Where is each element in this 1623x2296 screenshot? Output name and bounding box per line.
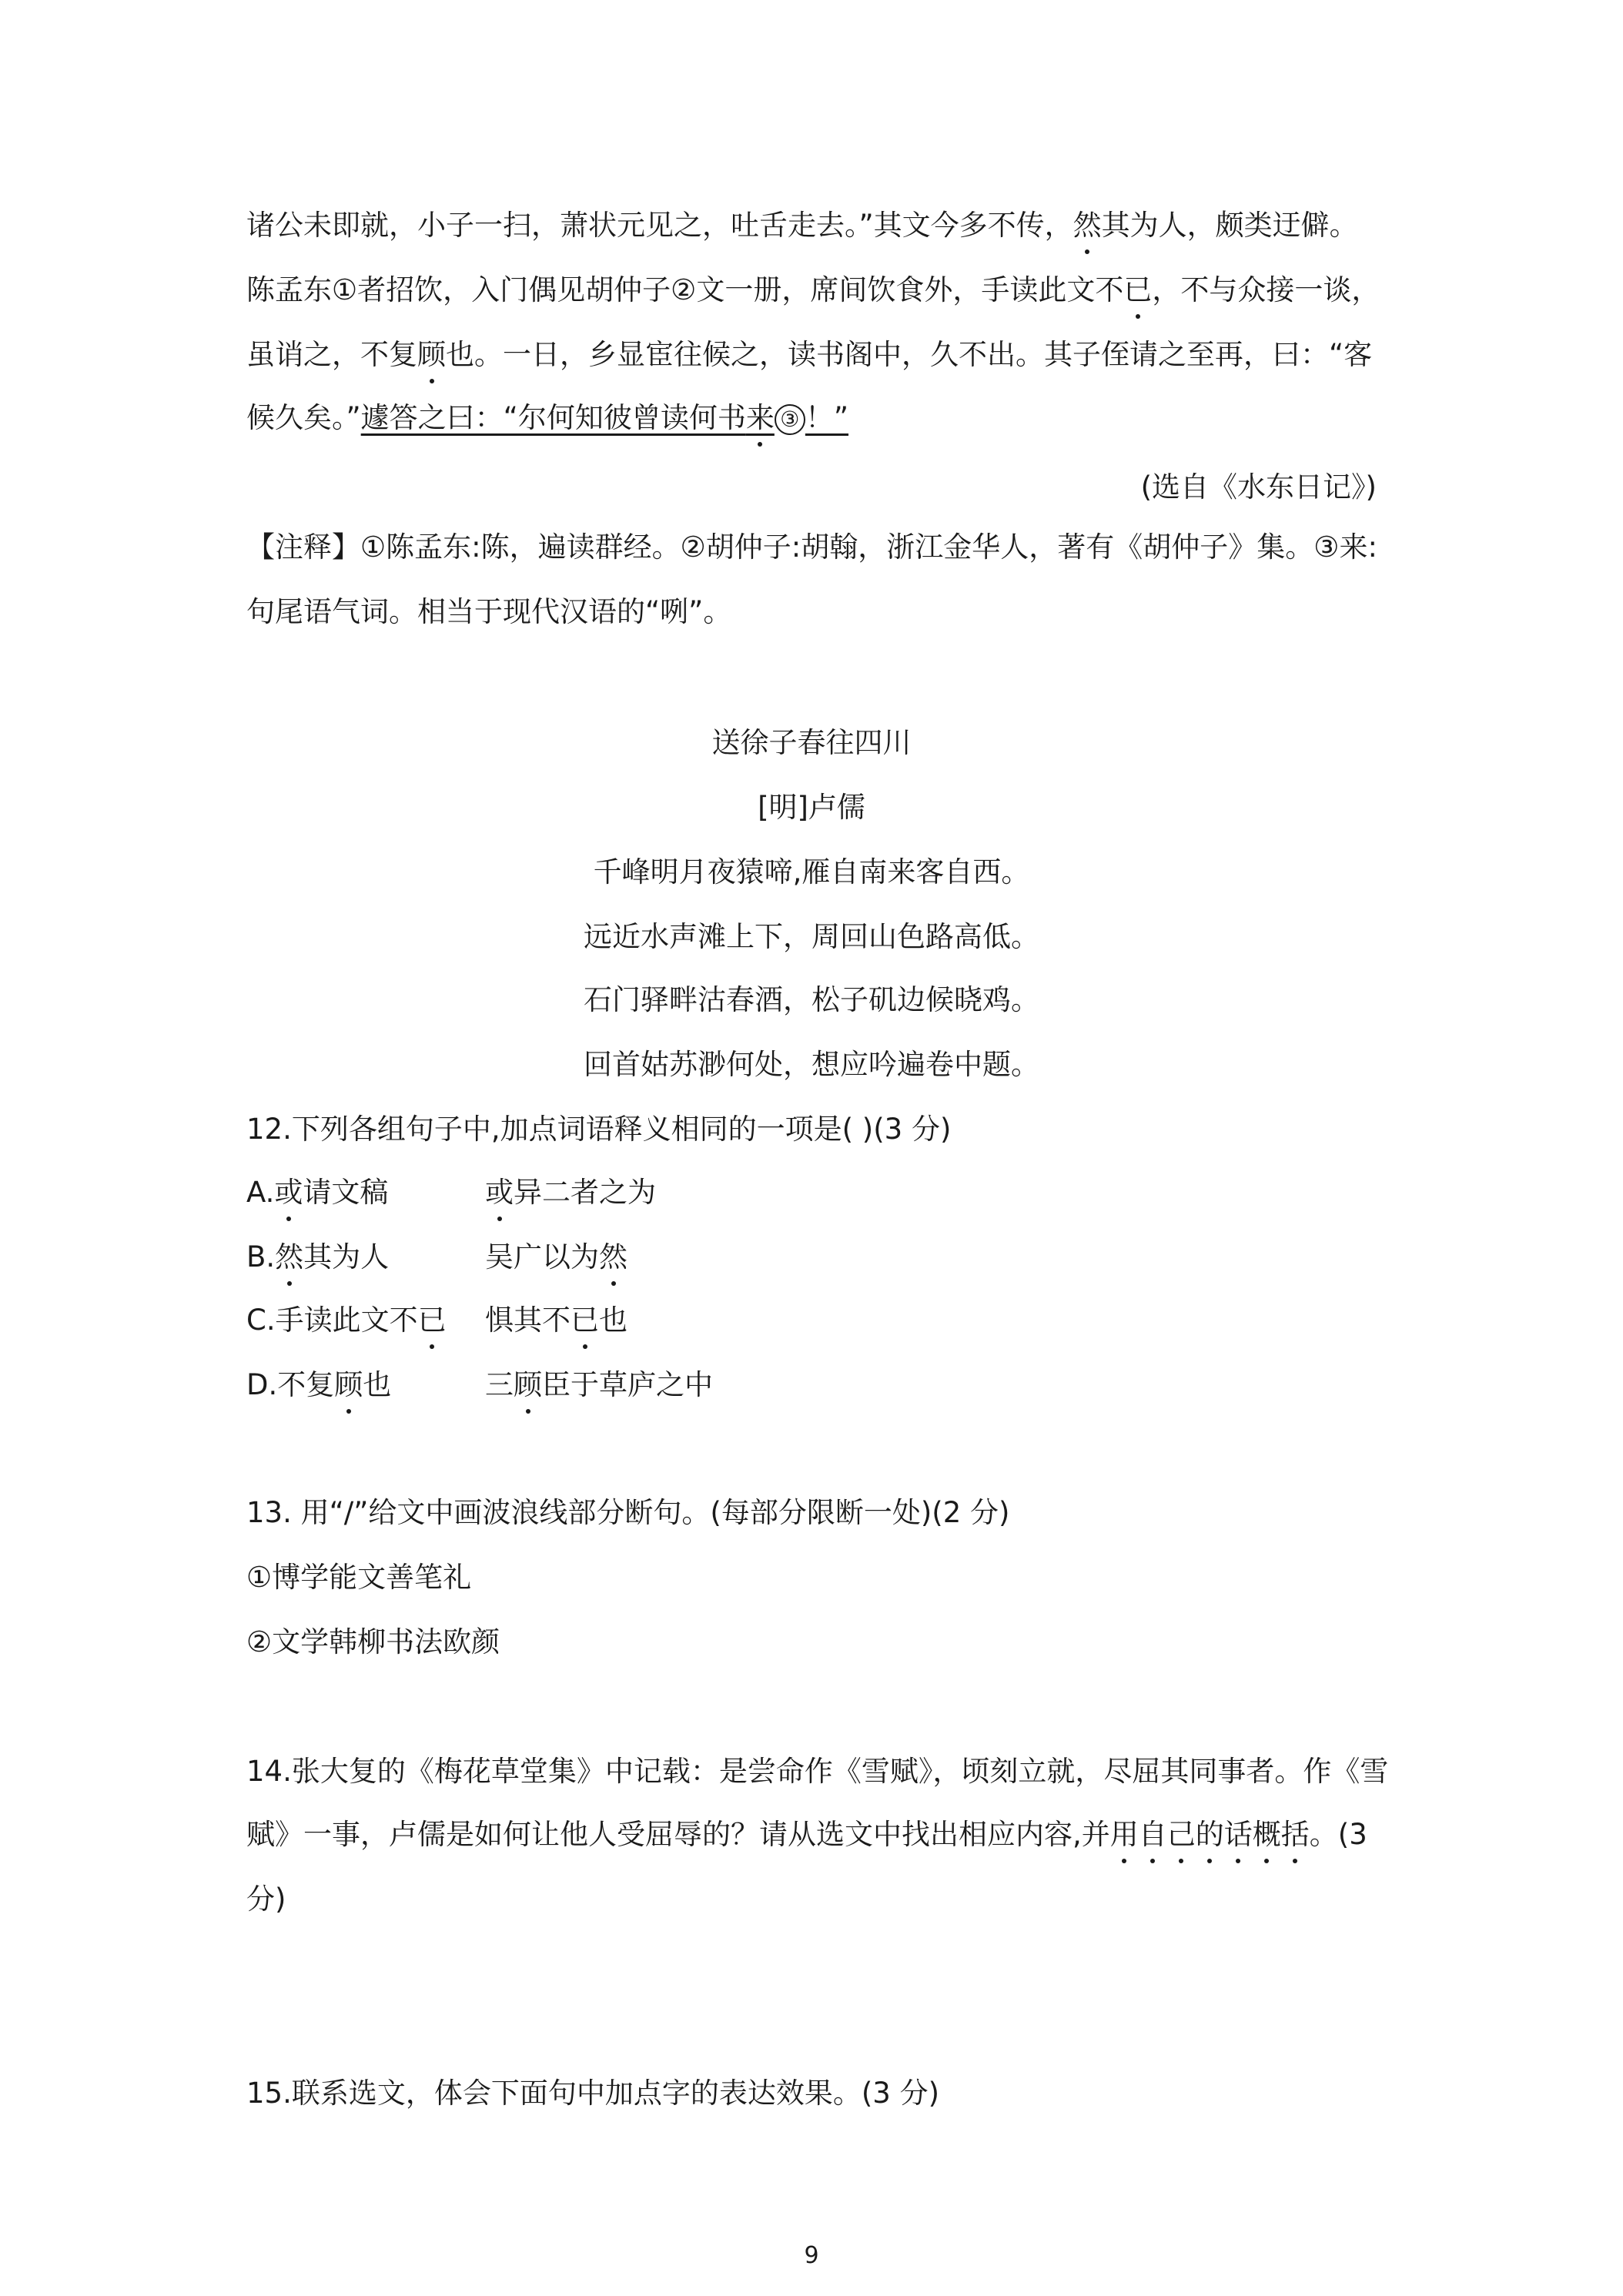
dotted-char: 己 [1167, 1816, 1196, 1854]
text-segment: 诸公未即就，小子一扫，萧状元见之，吐舌走去。”其文今多不传， [246, 209, 1073, 242]
page-number: 9 [804, 2242, 819, 2269]
text-segment: D.不复 [246, 1368, 335, 1401]
passage-line-4 [246, 399, 848, 437]
poem-line: 千峰明月夜猿啼,雁自南来客自西。 [593, 855, 1030, 889]
q12-option-c-right [485, 1301, 627, 1340]
text-segment: C.手读此文不 [246, 1304, 418, 1337]
q15-stem: 15.联系选文，体会下面句中加点字的表达效果。(3 分) [246, 2077, 940, 2110]
text-segment: A. [246, 1176, 275, 1209]
poem-line: 回首姑苏渺何处，想应吟遍卷中题。 [584, 1048, 1039, 1081]
q12-stem: 12.下列各组句子中,加点词语释义相同的一项是( )(3 分) [246, 1113, 952, 1146]
dotted-char: 来 [746, 399, 775, 437]
q14-line-2 [246, 1816, 1367, 1854]
dotted-char: 或 [485, 1173, 514, 1212]
text-segment: 也 [363, 1368, 392, 1401]
text-segment: 候久矣。” [246, 401, 361, 434]
annotation-line-1: 【注释】①陈孟东:陈，遍读群经。②胡仲子:胡翰，浙江金华人，著有《胡仲子》集。③来: [246, 530, 1377, 564]
underlined-text: 遽答之曰：“尔何知彼曾读何书 [360, 401, 746, 434]
source-citation: (选自《水东日记》) [1140, 470, 1377, 504]
passage-line-3 [246, 336, 1372, 374]
text-segment: 请文稿 [303, 1176, 389, 1209]
q12-option-b-left [246, 1238, 389, 1277]
note-marker: ③ [775, 404, 805, 435]
annotation-line-2: 句尾语气词。相当于现代汉语的“咧”。 [246, 595, 732, 628]
dotted-char: 然 [275, 1238, 303, 1277]
text-segment: ，不与众接一谈， [1152, 273, 1380, 306]
q12-option-a-right [485, 1173, 656, 1212]
dotted-char: 顾 [514, 1366, 542, 1404]
text-segment: 陈孟东①者招饮，入门偶见胡仲子②文一册，席间饮食外，手读此文不 [246, 273, 1124, 306]
text-segment: 也 [599, 1304, 627, 1337]
text-segment: 惧其不 [485, 1304, 571, 1337]
text-segment: 其为人 [303, 1240, 390, 1274]
dotted-char: 顾 [417, 336, 446, 374]
dotted-char: 已 [1123, 271, 1152, 310]
q12-option-c-left [246, 1301, 447, 1340]
text-segment: 。(3 [1309, 1818, 1367, 1851]
q12-option-d-right [485, 1366, 713, 1404]
text-segment: 异二者之为 [514, 1176, 656, 1209]
q14-line-1: 14.张大复的《梅花草堂集》中记载：是尝命作《雪赋》，顷刻立就，尽屈其同事者。作《雪 [246, 1755, 1389, 1788]
dotted-char: 然 [599, 1238, 627, 1277]
q13-stem: 13. 用“/”给文中画波浪线部分断句。(每部分限断一处)(2 分) [246, 1496, 1010, 1529]
q12-option-d-left [246, 1366, 391, 1404]
dotted-char: 已 [418, 1301, 447, 1340]
text-segment: 赋》一事，卢儒是如何让他人受屈辱的？请从选文中找出相应内容,并 [246, 1818, 1110, 1851]
dotted-char: 话 [1224, 1816, 1253, 1854]
dotted-char: 用 [1110, 1816, 1139, 1854]
dotted-char: 然 [1073, 206, 1102, 245]
text-segment: 三 [485, 1368, 514, 1401]
text-segment: 臣于草庐之中 [542, 1368, 713, 1401]
poem-title: 送徐子春往四川 [711, 726, 912, 759]
q12-option-a-left [246, 1173, 388, 1212]
text-segment: B. [246, 1240, 276, 1274]
underlined-text: ！” [805, 401, 849, 434]
dotted-char: 自 [1139, 1816, 1167, 1854]
passage-line-1 [246, 206, 1358, 245]
q12-option-b-right [485, 1238, 627, 1277]
text-segment: 也。一日，乡显宦往候之，读书阁中，久不出。其子侄请之至再，曰：“客 [446, 338, 1373, 371]
dotted-char: 概 [1253, 1816, 1281, 1854]
dotted-char: 或 [274, 1173, 303, 1212]
text-segment: 其为人，颇类迂僻。 [1101, 209, 1358, 242]
dotted-char: 的 [1196, 1816, 1224, 1854]
q14-line-3: 分) [246, 1883, 286, 1916]
dotted-char: 括 [1281, 1816, 1310, 1854]
q13-item: ①博学能文善笔礼 [246, 1561, 472, 1594]
text-segment: 吴广以为 [485, 1240, 599, 1274]
poem-line: 石门驿畔沽春酒，松子矶边候晓鸡。 [584, 983, 1039, 1016]
text-segment: 虽诮之，不复 [246, 338, 417, 371]
poem-author: [明]卢儒 [758, 791, 865, 824]
dotted-char: 已 [571, 1301, 599, 1340]
passage-line-2 [246, 271, 1380, 310]
dotted-char: 顾 [334, 1366, 363, 1404]
q13-item: ②文学韩柳书法欧颜 [246, 1625, 500, 1658]
poem-line: 远近水声滩上下，周回山色路高低。 [584, 920, 1039, 953]
